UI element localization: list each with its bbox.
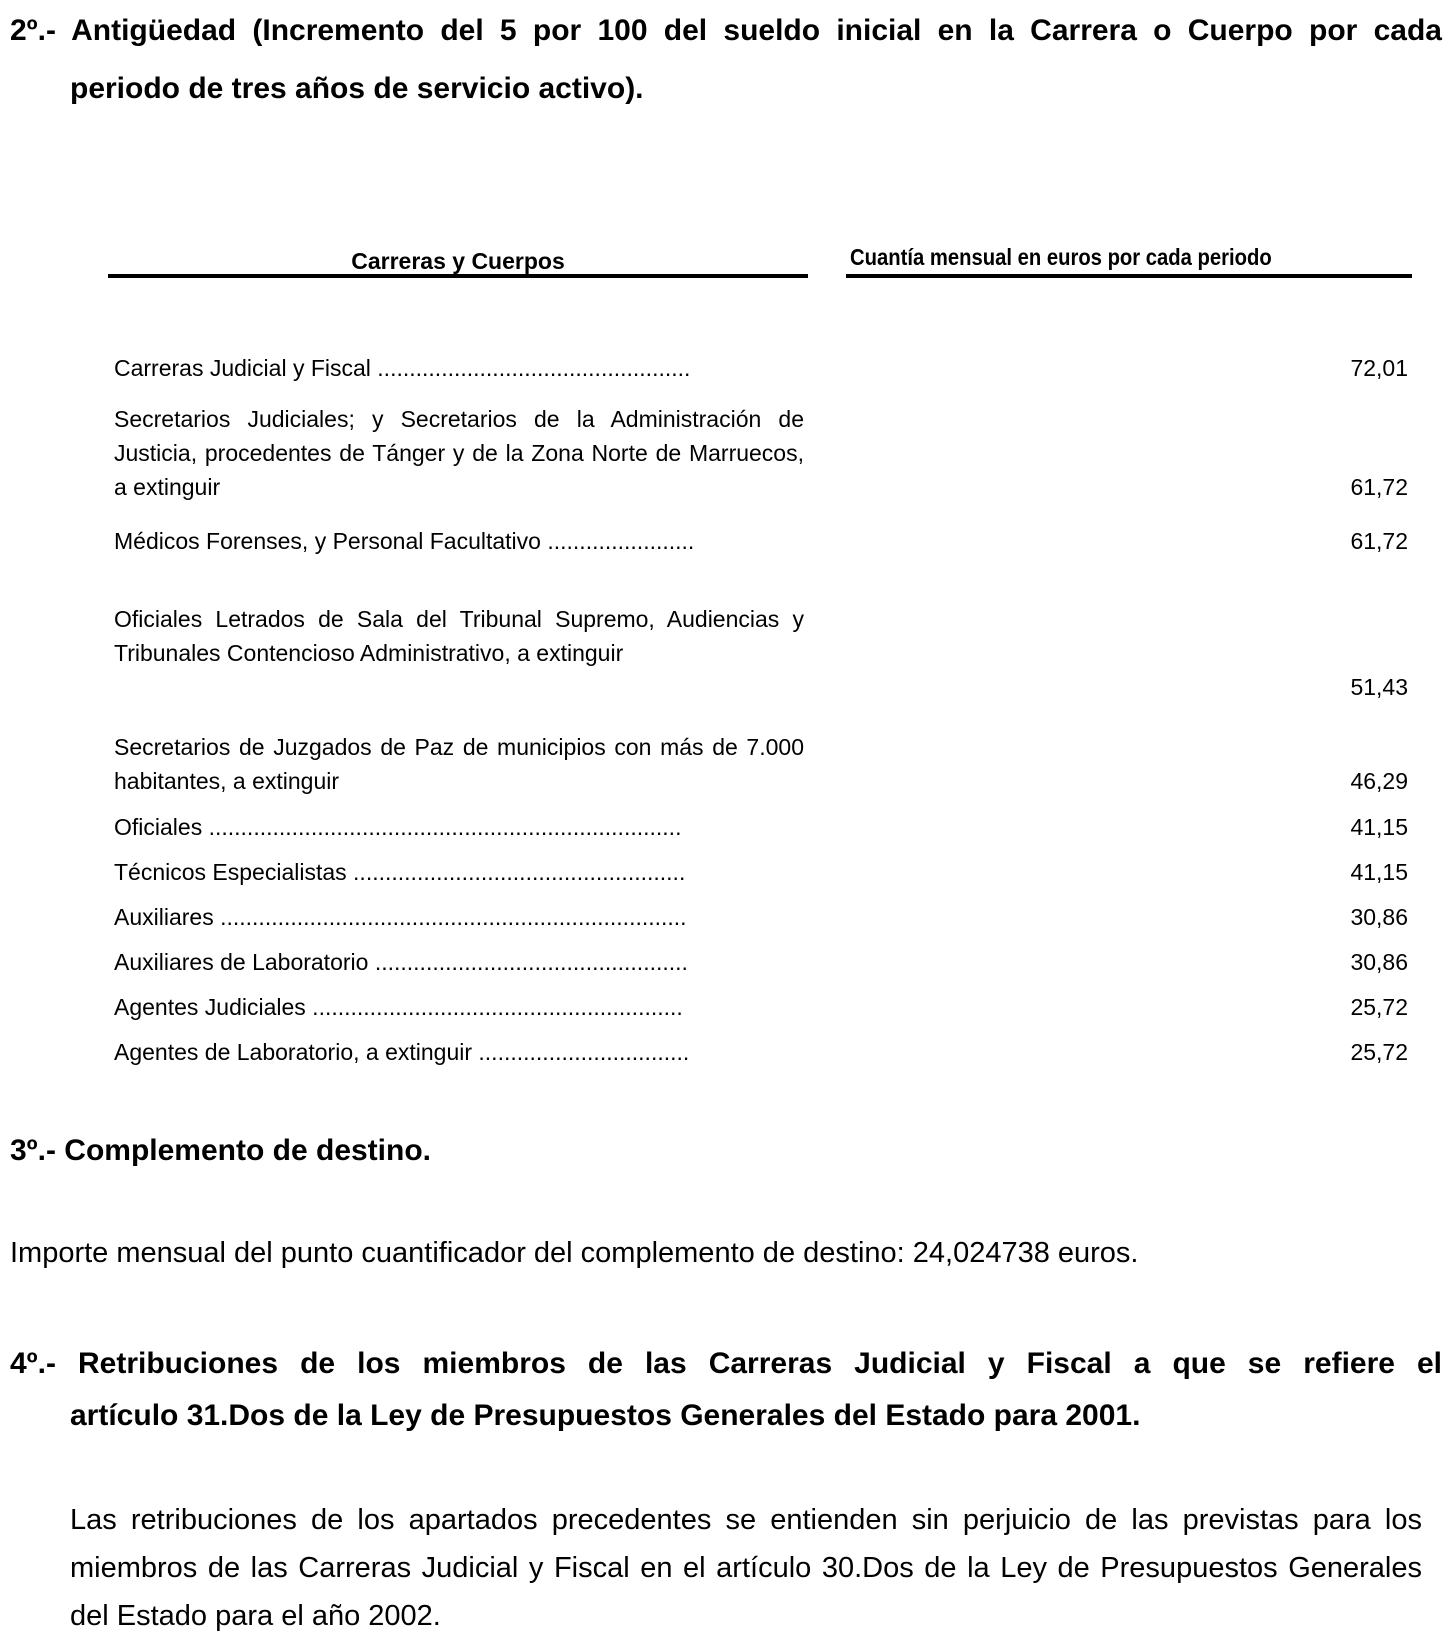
table-row-label: Secretarios de Juzgados de Paz de municipios con más de 7.000 habitantes, a extinguir — [114, 734, 804, 794]
table-row-value: 61,72 — [1350, 528, 1408, 554]
section-3-heading: 3º.- Complemento de destino. — [10, 1134, 431, 1167]
section-2-heading-line-2: periodo de tres años de servicio activo). — [70, 72, 644, 105]
table-row-label: Auxiliares de Laboratorio ................................................. — [114, 949, 688, 975]
table-row-value: 46,29 — [1350, 768, 1408, 794]
table-row-label: Oficiales .......................................................................... — [114, 814, 682, 840]
table-row-value: 25,72 — [1350, 1039, 1408, 1065]
table-row-label: Oficiales Letrados de Sala del Tribunal Supremo, Audiencias y Tribunales Contencioso Administrativo, a extinguir — [114, 606, 804, 666]
table-row-label: Técnicos Especialistas .................................................... — [114, 859, 686, 885]
table-row-value: 30,86 — [1350, 949, 1408, 975]
section-4-paragraph: Las retribuciones de los apartados precedentes se entienden sin perjuicio de las previstas para los miembros de las Carreras Judicial y Fiscal en el artículo 30.Dos de la Ley de Presupuestos Generales del Estado para el año 2002. — [70, 1504, 1422, 1632]
table-row-value: 41,15 — [1350, 814, 1408, 840]
section-4-heading-line-2: artículo 31.Dos de la Ley de Presupuestos Generales del Estado para 2001. — [70, 1399, 1141, 1432]
table-row-label: Auxiliares ......................................................................... — [114, 904, 687, 930]
table-row-value: 41,15 — [1350, 859, 1408, 885]
section-2-heading-line-1: 2º.- Antigüedad (Incremento del 5 por 100 del sueldo inicial en la Carrera o Cuerpo por cada — [10, 14, 1442, 47]
column-header-rule-left — [108, 274, 808, 278]
table-row-value: 30,86 — [1350, 904, 1408, 930]
table-row-value: 51,43 — [1350, 674, 1408, 700]
table-row-label: Médicos Forenses, y Personal Facultativo ....................... — [114, 528, 695, 554]
column-header-rule-right — [846, 274, 1412, 278]
section-4-heading-line-1: 4º.- Retribuciones de los miembros de las Carreras Judicial y Fiscal a que se refiere el — [10, 1347, 1442, 1380]
table-row-label: Agentes de Laboratorio, a extinguir ................................. — [114, 1039, 690, 1065]
table-row-value: 72,01 — [1350, 355, 1408, 381]
table-row-value: 25,72 — [1350, 994, 1408, 1020]
table-row-label: Carreras Judicial y Fiscal ................................................. — [114, 355, 691, 381]
column-header-cuantia: Cuantía mensual en euros por cada periodo — [850, 244, 1272, 270]
table-row-value: 61,72 — [1350, 474, 1408, 500]
column-header-carreras: Carreras y Cuerpos — [351, 248, 565, 274]
section-3-text: Importe mensual del punto cuantificador del complemento de destino: 24,024738 euros. — [10, 1237, 1139, 1269]
table-row-label: Agentes Judiciales .......................................................... — [114, 994, 683, 1020]
table-row-label: Secretarios Judiciales; y Secretarios de la Administración de Justicia, procedentes de Tánger y de la Zona Norte de Marruecos, a extinguir — [114, 406, 804, 500]
